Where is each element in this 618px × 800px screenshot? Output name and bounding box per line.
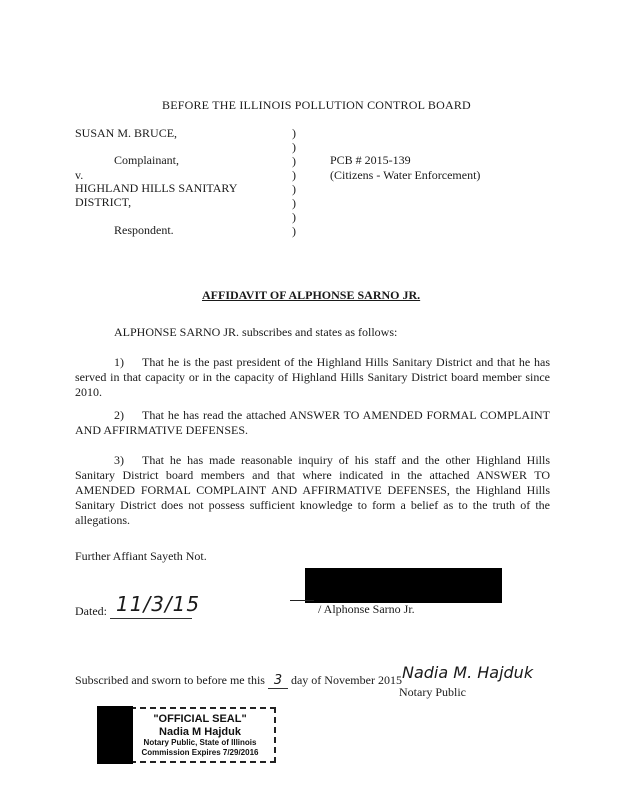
affidavit-item-2: [75, 408, 550, 438]
item-number: 2): [114, 408, 124, 422]
respondent-role: Respondent.: [114, 223, 174, 237]
respondent-name-line1: HIGHLAND HILLS SANITARY: [75, 181, 238, 195]
sworn-statement: Subscribed and sworn to before me this 3 day of November 2015: [75, 673, 402, 688]
caption-bracket: ): [292, 168, 296, 182]
signature-line: [290, 600, 314, 601]
item-number: 3): [114, 453, 124, 467]
redacted-signature-box: [305, 568, 502, 603]
dated-handwritten-value: 11/3/15: [116, 592, 201, 616]
affidavit-intro: ALPHONSE SARNO JR. subscribes and states as follows:: [114, 325, 398, 339]
board-title: BEFORE THE ILLINOIS POLLUTION CONTROL BOARD: [162, 98, 471, 112]
caption-bracket: ): [292, 210, 296, 224]
caption-bracket: ): [292, 126, 296, 140]
seal-state: Notary Public, State of Illinois: [143, 738, 257, 747]
caption-bracket: ): [292, 140, 296, 154]
versus-label: v.: [75, 168, 84, 182]
item-number: 1): [114, 355, 124, 369]
item-text: That he has made reasonable inquiry of his staff and the other Highland Hills Sanitary District board members and that where indicated in the attached ANSWER TO AMENDED FORMAL COMPLAINT AND AFFIRMATIVE DEFENSES, the Highland Hills Sanitary District does not possess sufficient knowledge to form a belief as to the truth of the allegations.: [75, 453, 550, 527]
affidavit-item-1: [75, 355, 550, 400]
notary-label: Notary Public: [399, 685, 466, 699]
notary-signature: Nadia M. Hajduk: [402, 663, 534, 682]
case-type: (Citizens - Water Enforcement): [330, 168, 481, 182]
dated-underline: [110, 618, 192, 619]
respondent-name-line2: DISTRICT,: [75, 195, 132, 209]
item-text: That he is the past president of the Highland Hills Sanitary District and that he has served in that capacity or in the capacity of Highland Hills Sanitary District board member since 2010.: [75, 355, 550, 399]
signer-name: / Alphonse Sarno Jr.: [318, 602, 415, 616]
caption-bracket: ): [292, 196, 296, 210]
caption-bracket: ): [292, 224, 296, 238]
caption-bracket: ): [292, 182, 296, 196]
affidavit-item-3: [75, 453, 550, 528]
dated-label: Dated:: [75, 604, 107, 618]
caption-bracket: ): [292, 154, 296, 168]
complainant-role: Complainant,: [114, 153, 179, 167]
affiant-closing: Further Affiant Sayeth Not.: [75, 549, 207, 563]
seal-expiry: Commission Expires 7/29/2016: [141, 748, 259, 757]
redacted-seal-overlay: [97, 706, 133, 764]
seal-notary-name: Nadia M Hajduk: [159, 726, 241, 738]
affidavit-title: AFFIDAVIT OF ALPHONSE SARNO JR.: [202, 288, 421, 302]
sworn-day: 3: [268, 673, 288, 689]
seal-title: "OFFICIAL SEAL": [153, 713, 247, 725]
complainant-name: SUSAN M. BRUCE,: [75, 126, 178, 140]
case-number: PCB # 2015-139: [330, 153, 411, 167]
official-seal-stamp: [110, 707, 276, 763]
item-text: That he has read the attached ANSWER TO AMENDED FORMAL COMPLAINT AND AFFIRMATIVE DEFENSES.: [75, 408, 550, 437]
